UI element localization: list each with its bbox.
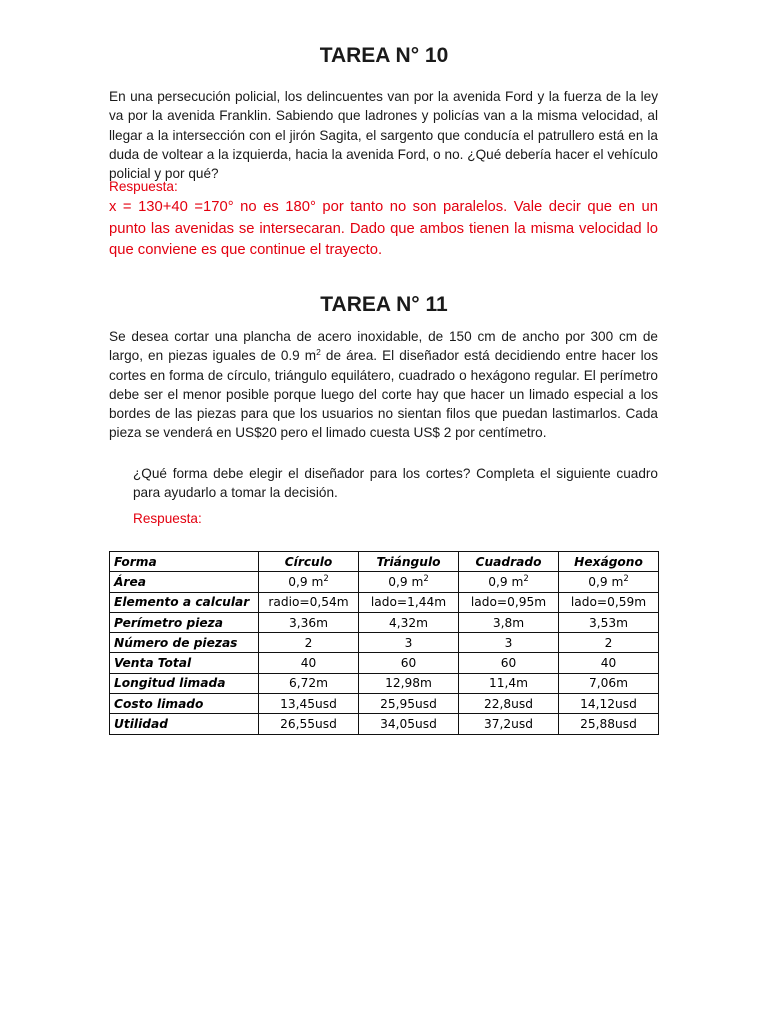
row-label: Costo limado xyxy=(110,694,259,714)
table-header-row xyxy=(110,552,659,572)
table-cell: 2 xyxy=(259,633,359,653)
table-cell: 26,55usd xyxy=(259,714,359,734)
area-value: 0,9 m xyxy=(388,574,424,589)
table-cell: 40 xyxy=(259,653,359,673)
table-cell xyxy=(459,572,559,592)
area-unit-superscript: 2 xyxy=(623,573,629,584)
task10-title: TAREA N° 10 xyxy=(319,44,449,67)
table-row xyxy=(110,673,659,693)
table-cell: 4,32m xyxy=(359,612,459,632)
table-row-area xyxy=(110,572,659,592)
table-cell: 6,72m xyxy=(259,673,359,693)
table-row xyxy=(110,694,659,714)
row-label: Perímetro pieza xyxy=(110,612,259,632)
table-cell: 14,12usd xyxy=(559,694,659,714)
table-cell: 11,4m xyxy=(459,673,559,693)
row-label: Área xyxy=(110,572,259,592)
table-cell: 22,8usd xyxy=(459,694,559,714)
table-cell: 13,45usd xyxy=(259,694,359,714)
header-cell-hexagono: Hexágono xyxy=(559,552,659,572)
task11-statement xyxy=(109,327,658,443)
task10-answer: x = 130+40 =170° no es 180° por tanto no son paralelos. Vale decir que en un punto las avenidas se intersecaran. Dado que ambos tienen la misma velocidad lo que conviene es que continue el trayecto. xyxy=(109,199,658,258)
table-cell: 25,95usd xyxy=(359,694,459,714)
row-label: Longitud limada xyxy=(110,673,259,693)
header-cell-forma: Forma xyxy=(110,552,259,572)
table-cell: 3,8m xyxy=(459,612,559,632)
header-cell-circulo: Círculo xyxy=(259,552,359,572)
table-row xyxy=(110,633,659,653)
table-row xyxy=(110,714,659,734)
table-cell: 60 xyxy=(359,653,459,673)
row-label: Elemento a calcular xyxy=(110,592,259,612)
table-cell: 34,05usd xyxy=(359,714,459,734)
table-cell xyxy=(559,572,659,592)
header-cell-cuadrado: Cuadrado xyxy=(459,552,559,572)
shape-comparison-table xyxy=(109,551,659,735)
area-value: 0,9 m xyxy=(488,574,524,589)
task11-question: ¿Qué forma debe elegir el diseñador para los cortes? Completa el siguiente cuadro para ayudarlo a tomar la decisión. xyxy=(133,466,658,501)
row-label: Venta Total xyxy=(110,653,259,673)
table-cell: 40 xyxy=(559,653,659,673)
row-label: Utilidad xyxy=(110,714,259,734)
task11-statement-superscript: 2 xyxy=(316,347,321,358)
table-cell: radio=0,54m xyxy=(259,592,359,612)
task11-statement-part1: Se desea cortar una plancha de acero inoxidable, de 150 cm de ancho por 300 cm de largo, en piezas iguales de 0.9 m xyxy=(109,329,658,364)
table-cell: 3 xyxy=(459,633,559,653)
table-cell: lado=0,95m xyxy=(459,592,559,612)
task10-answer-label: Respuesta: xyxy=(109,179,178,194)
task11-title: TAREA N° 11 xyxy=(320,293,448,316)
area-value: 0,9 m xyxy=(288,574,324,589)
area-unit-superscript: 2 xyxy=(523,573,529,584)
table-cell: 25,88usd xyxy=(559,714,659,734)
area-unit-superscript: 2 xyxy=(323,573,329,584)
table-cell: 12,98m xyxy=(359,673,459,693)
task11-answer-label: Respuesta: xyxy=(133,511,202,526)
area-value: 0,9 m xyxy=(588,574,624,589)
table-cell: 37,2usd xyxy=(459,714,559,734)
table-cell: 3,36m xyxy=(259,612,359,632)
table-cell xyxy=(359,572,459,592)
table-cell: lado=0,59m xyxy=(559,592,659,612)
table-cell: 7,06m xyxy=(559,673,659,693)
table-row xyxy=(110,592,659,612)
table-cell xyxy=(259,572,359,592)
area-unit-superscript: 2 xyxy=(423,573,429,584)
table-cell: lado=1,44m xyxy=(359,592,459,612)
row-label: Número de piezas xyxy=(110,633,259,653)
table-cell: 2 xyxy=(559,633,659,653)
table-cell: 60 xyxy=(459,653,559,673)
table-cell: 3,53m xyxy=(559,612,659,632)
table-row xyxy=(110,612,659,632)
task11-statement-part2: de área. El diseñador está decidiendo entre hacer los cortes en forma de círculo, triángulo equilátero, cuadrado o hexágono regular. El perímetro debe ser el menor posible porque luego del corte hay que hacer un limado especial a los bordes de las piezas para que los usuarios no sientan filos que puedan lastimarlos. Cada pieza se venderá en US$20 pero el limado cuesta US$ 2 por centímetro. xyxy=(109,348,658,441)
table-cell: 3 xyxy=(359,633,459,653)
task10-statement: En una persecución policial, los delincuentes van por la avenida Ford y la fuerza de la ley va por la avenida Franklin. Sabiendo que ladrones y policías van a la misma velocidad, al llegar a la intersección con el jirón Sagita, el sargento que conducía el patrullero está en la duda de voltear a la izquierda, hacia la avenida Ford, o no. ¿Qué debería hacer el vehículo policial y por qué? xyxy=(109,89,658,182)
table-row xyxy=(110,653,659,673)
header-cell-triangulo: Triángulo xyxy=(359,552,459,572)
